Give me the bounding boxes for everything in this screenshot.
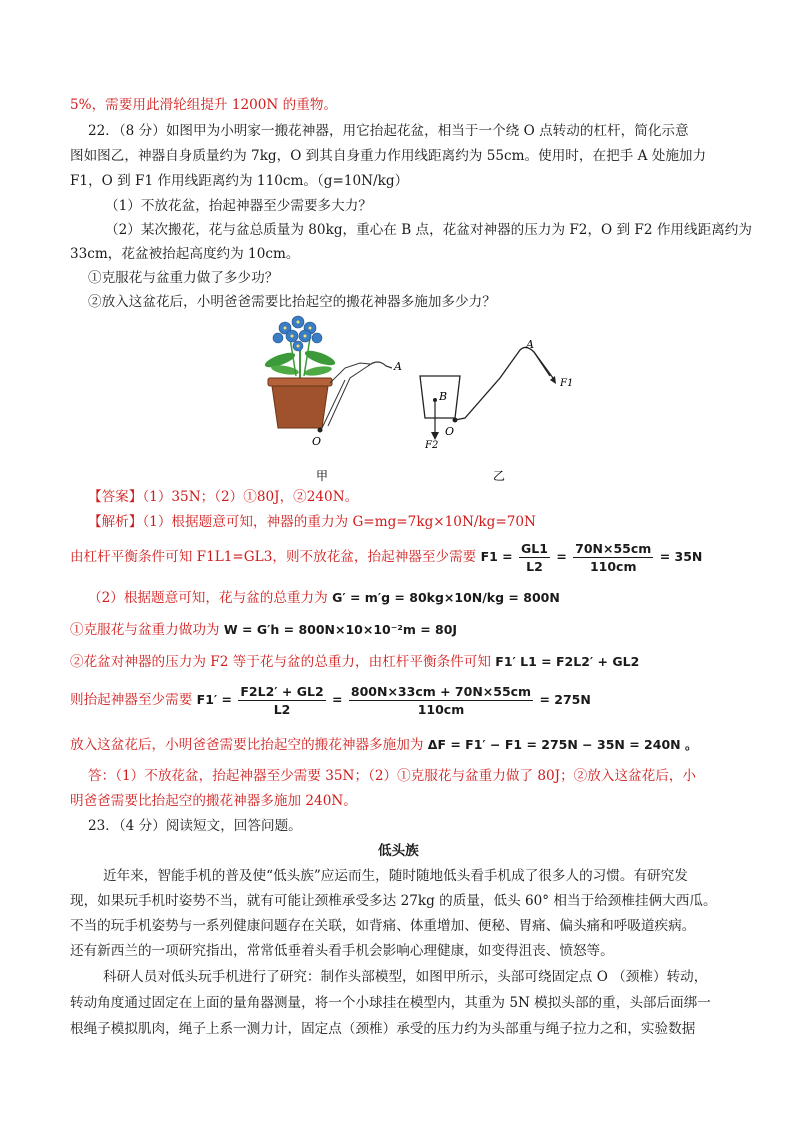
article-p2-l2: 转动角度通过固定在上面的量角器测量，将一个小球挂在模型内，其重为 5N 模拟头部的重，头部后面绑一 <box>70 995 711 1011</box>
f1prime-formula: F1′ = $\frac{F2L2' + GL2}{L2}$ = $\frac{800N\times 33cm + 70N\times 55cm}{110cm}$ = 275N <box>196 684 591 717</box>
article-p2-l3: 根绳子模拟肌肉，绳子上系一测力计，固定点（颈椎）承受的压力约为头部重与绳子拉力之和，实验数据 <box>70 1021 696 1037</box>
flower-lifter-figure <box>250 308 590 488</box>
lifter-frame <box>322 363 370 428</box>
pot-rim <box>268 378 332 386</box>
question-22-line2: 图如图乙，神器自身质量约为 7kg，O 到其自身重力作用线距离约为 55cm。使用时，在把手 A 处施加力 <box>70 148 707 164</box>
f1prime-row: 则抬起神器至少需要 F1′ = $\frac{F2L2' + GL2}{L2}$ = $\frac{800N\times 33cm + 70N\times 55cm}{110cm}$ = 275N <box>70 684 591 717</box>
prev-question-tail: 5%，需要用此滑轮组提升 1200N 的重物。 <box>70 97 338 113</box>
final-answer-2: 明爸爸需要比抬起空的搬花神器多施加 240N。 <box>70 793 357 809</box>
label-f1: F1 <box>560 378 574 389</box>
question-23-intro: 23．（4 分）阅读短文，回答问题。 <box>88 818 302 834</box>
lever-path <box>455 347 550 420</box>
label-b: B <box>439 390 448 403</box>
delta-formula: ΔF = F1′ − F1 = 275N − 35N = 240N 。 <box>427 737 698 752</box>
question-22-line3: F1，O 到 F1 作用线距离约为 110cm。（g=10N/kg） <box>70 173 409 189</box>
balance-row: ②花盆对神器的压力为 F2 等于花与盆的总重力，由杠杆平衡条件可知 F1′ L1 = F2L2′ + GL2 <box>70 654 640 670</box>
question-22-sub2: ②放入这盆花后，小明爸爸需要比抬起空的搬花神器多施加多少力？ <box>88 294 496 310</box>
caption-jia: 甲 <box>316 469 329 483</box>
pivot-o-right <box>453 418 458 423</box>
total-gravity-formula: G′ = m′g = 80kg×10N/kg = 800N <box>332 590 560 605</box>
work-row: ①克服花与盆重力做功为 W = G′h = 800N×10×10⁻²m = 80J <box>70 622 458 638</box>
label-a-left: A <box>394 360 402 373</box>
work-formula: W = G′h = 800N×10×10⁻²m = 80J <box>223 622 458 637</box>
question-22-part1: （1）不放花盆，抬起神器至少需要多大力？ <box>105 198 372 214</box>
article-title: 低头族 <box>378 843 419 859</box>
article-p1-l1: 近年来，智能手机的普及使“低头族”应运而生，随时随地低头看手机成了很多人的习惯。有研究发 <box>103 868 688 884</box>
question-22-sub1: ①克服花与盆重力做了多少功？ <box>88 270 279 286</box>
article-p1-l3: 不当的玩手机姿势与一系列健康问题存在关联，如背痛、体重增加、便秘、胃痛、偏头痛和呼吸道疾病。 <box>70 918 696 934</box>
question-22-part2: （2）某次搬花，花与盆总质量为 80kg，重心在 B 点，花盆对神器的压力为 F2，O 到 F2 作用线距离约为 <box>105 222 752 238</box>
explanation-part2-row: （2）根据题意可知，花与盆的总重力为 G′ = m′g = 80kg×10N/kg = 800N <box>88 590 560 606</box>
pivot-o-left <box>318 428 323 433</box>
final-answer-1: 答：（1）不放花盆，抬起神器至少需要 35N；（2）①克服花与盆重力做了 80J；②放入这盆花后，小 <box>88 768 697 784</box>
balance-formula: F1′ L1 = F2L2′ + GL2 <box>495 654 640 669</box>
explanation-part1: 【解析】（1）根据题意可知，神器的重力为 G=mg=7kg×10N/kg=70N <box>88 514 536 530</box>
delta-row: 放入这盆花后，小明爸爸需要比抬起空的搬花神器多施加为 ΔF = F1′ − F1 = 275N − 35N = 240N 。 <box>70 737 698 753</box>
caption-yi: 乙 <box>493 469 506 483</box>
force-f1-arrow <box>534 352 553 378</box>
article-p1-l2: 现，如果玩手机时姿势不当，就有可能让颈椎承受多达 27kg 的质量，低头 60° 相当于给颈椎挂俩大西瓜。 <box>70 893 717 909</box>
label-a-right: A <box>526 338 534 351</box>
pot-body <box>272 386 328 428</box>
label-f2: F2 <box>425 440 439 451</box>
article-p1-l4: 还有新西兰的一项研究指出，常常低垂着头看手机会影响心理健康，如变得沮丧、愤怒等。 <box>70 943 614 959</box>
answer-line: 【答案】（1）35N；（2）①80J，②240N。 <box>88 489 359 505</box>
explanation-f1-row <box>70 538 702 576</box>
simplified-lever-diagram <box>420 338 573 451</box>
f1-formula: F1 = $\frac{GL1}{L2}$ = $\frac{70N\times 55cm}{110cm}$ = 35N <box>480 541 703 574</box>
label-o-right: O <box>445 425 455 438</box>
question-22-intro: 22．（8 分）如图甲为小明家一搬花神器，用它抬起花盆，相当于一个绕 O 点转动的杠杆，简化示意 <box>88 123 689 139</box>
flower-pot-illustration <box>263 316 402 448</box>
question-22-part2-cont: 33cm，花盆被抬起高度约为 10cm。 <box>70 246 300 262</box>
article-p2-l1: 科研人员对低头玩手机进行了研究：制作头部模型，如图甲所示，头部可绕固定点 O （颈椎）转动， <box>103 969 708 985</box>
label-o-left: O <box>312 435 322 448</box>
explanation-f1-text: 由杠杆平衡条件可知 F1L1=GL3，则不放花盆，抬起神器至少需要 <box>70 549 477 565</box>
lifter-handle <box>368 362 392 368</box>
